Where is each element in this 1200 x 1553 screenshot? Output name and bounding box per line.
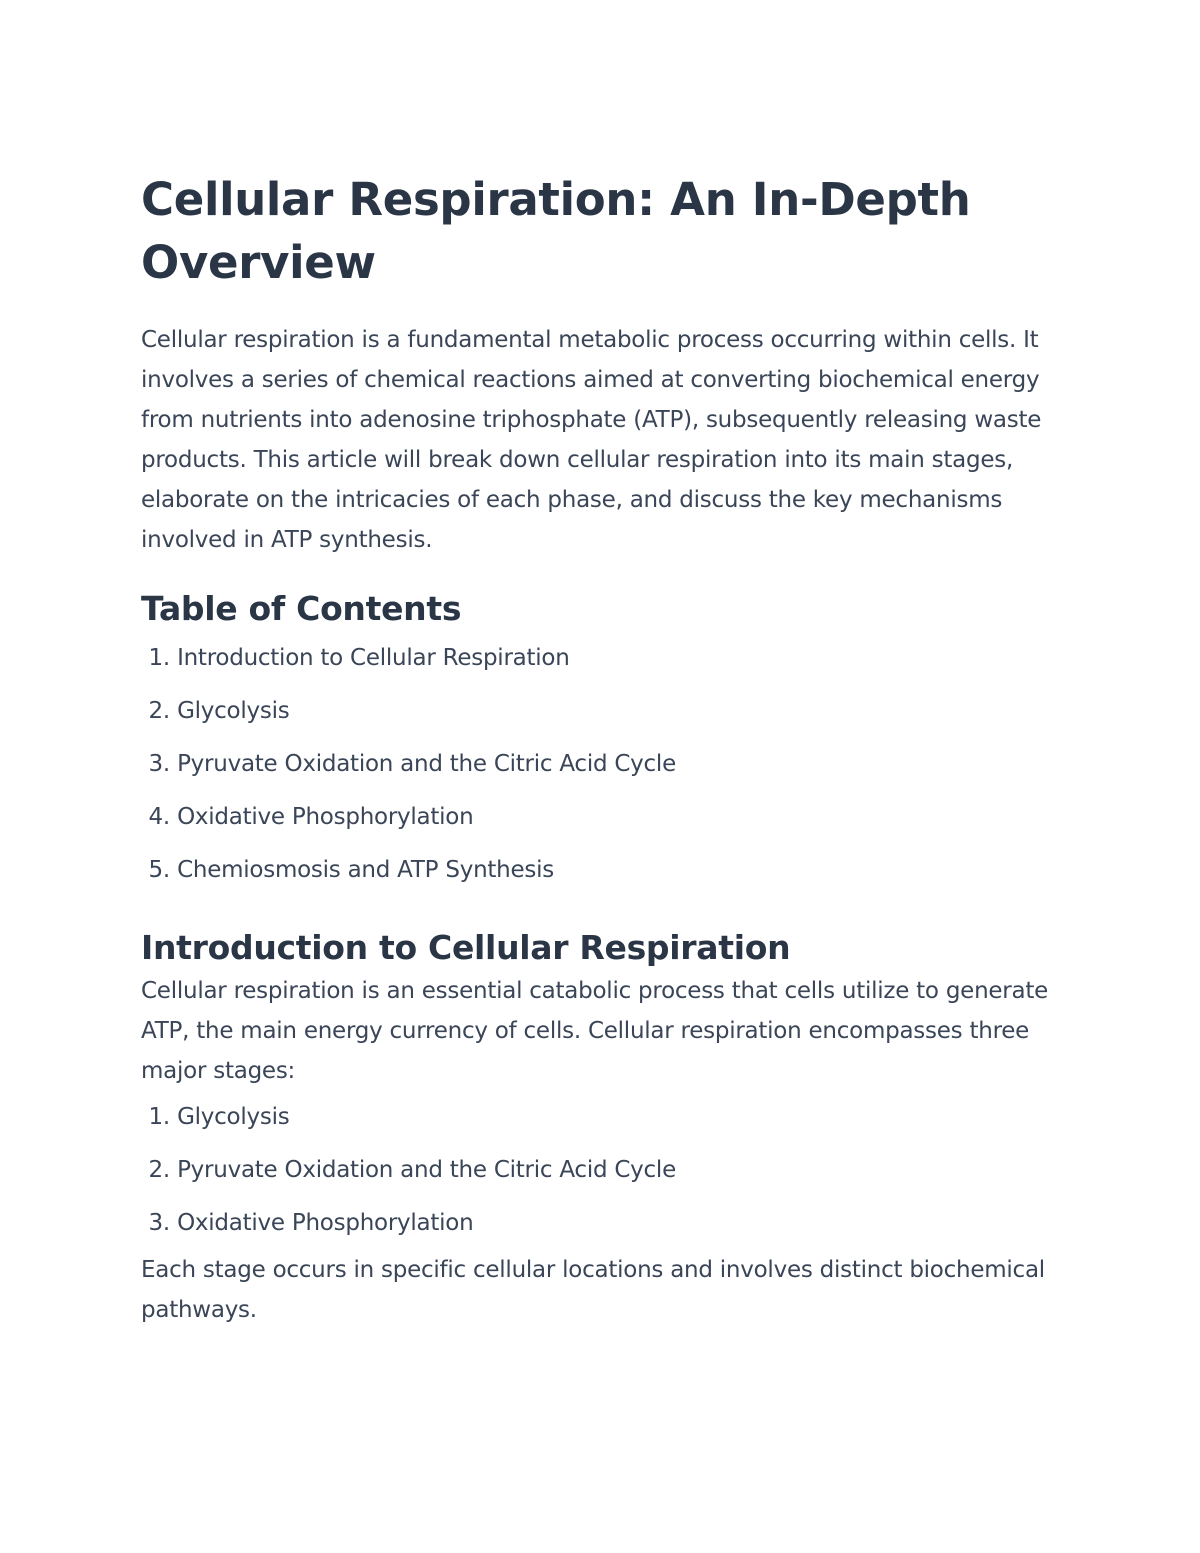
toc-item-label: Glycolysis (177, 698, 290, 724)
stage-label: Glycolysis (177, 1104, 290, 1130)
stage-label: Oxidative Phosphorylation (177, 1210, 474, 1236)
toc-item: 2. Glycolysis (148, 698, 290, 724)
document-page (141, 168, 1071, 1330)
intro-paragraph: Cellular respiration is a fundamental metabolic process occurring within cells. It involves a series of chemical reactions aimed at converting biochemical energy from nutrients into adenosine triphosphate (ATP), subsequently releasing waste products. This article will break down cellular respiration into its main stages, elaborate on the intricacies of each phase, and discuss the key mechanisms involved in ATP synthesis. (141, 327, 1042, 553)
toc-item: 1. Introduction to Cellular Respiration (148, 645, 570, 671)
page-title: Cellular Respiration: An In-Depth Overview (141, 173, 971, 289)
toc-item-label: Pyruvate Oxidation and the Citric Acid Cycle (177, 751, 676, 777)
section-heading: Introduction to Cellular Respiration (141, 928, 791, 967)
toc-item-label: Oxidative Phosphorylation (177, 804, 474, 830)
toc-list (141, 632, 1071, 897)
toc-item-label: Chemiosmosis and ATP Synthesis (177, 857, 554, 883)
section-paragraph: Cellular respiration is an essential catabolic process that cells utilize to generate ATP, the main energy currency of cells. Cellular respiration encompasses three major stages: (141, 978, 1049, 1084)
toc-item-label: Introduction to Cellular Respiration (177, 645, 570, 671)
list-item: 2. Pyruvate Oxidation and the Citric Acid Cycle (148, 1157, 676, 1183)
list-item: 1. Glycolysis (148, 1104, 290, 1130)
stages-list (141, 1091, 1071, 1250)
toc-heading: Table of Contents (141, 589, 462, 628)
toc-item: 3. Pyruvate Oxidation and the Citric Acid Cycle (148, 751, 676, 777)
toc-item: 4. Oxidative Phosphorylation (148, 804, 474, 830)
toc-item: 5. Chemiosmosis and ATP Synthesis (148, 857, 554, 883)
stage-label: Pyruvate Oxidation and the Citric Acid Cycle (177, 1157, 676, 1183)
list-item: 3. Oxidative Phosphorylation (148, 1210, 474, 1236)
closing-paragraph: Each stage occurs in specific cellular locations and involves distinct biochemical pathways. (141, 1257, 1045, 1323)
